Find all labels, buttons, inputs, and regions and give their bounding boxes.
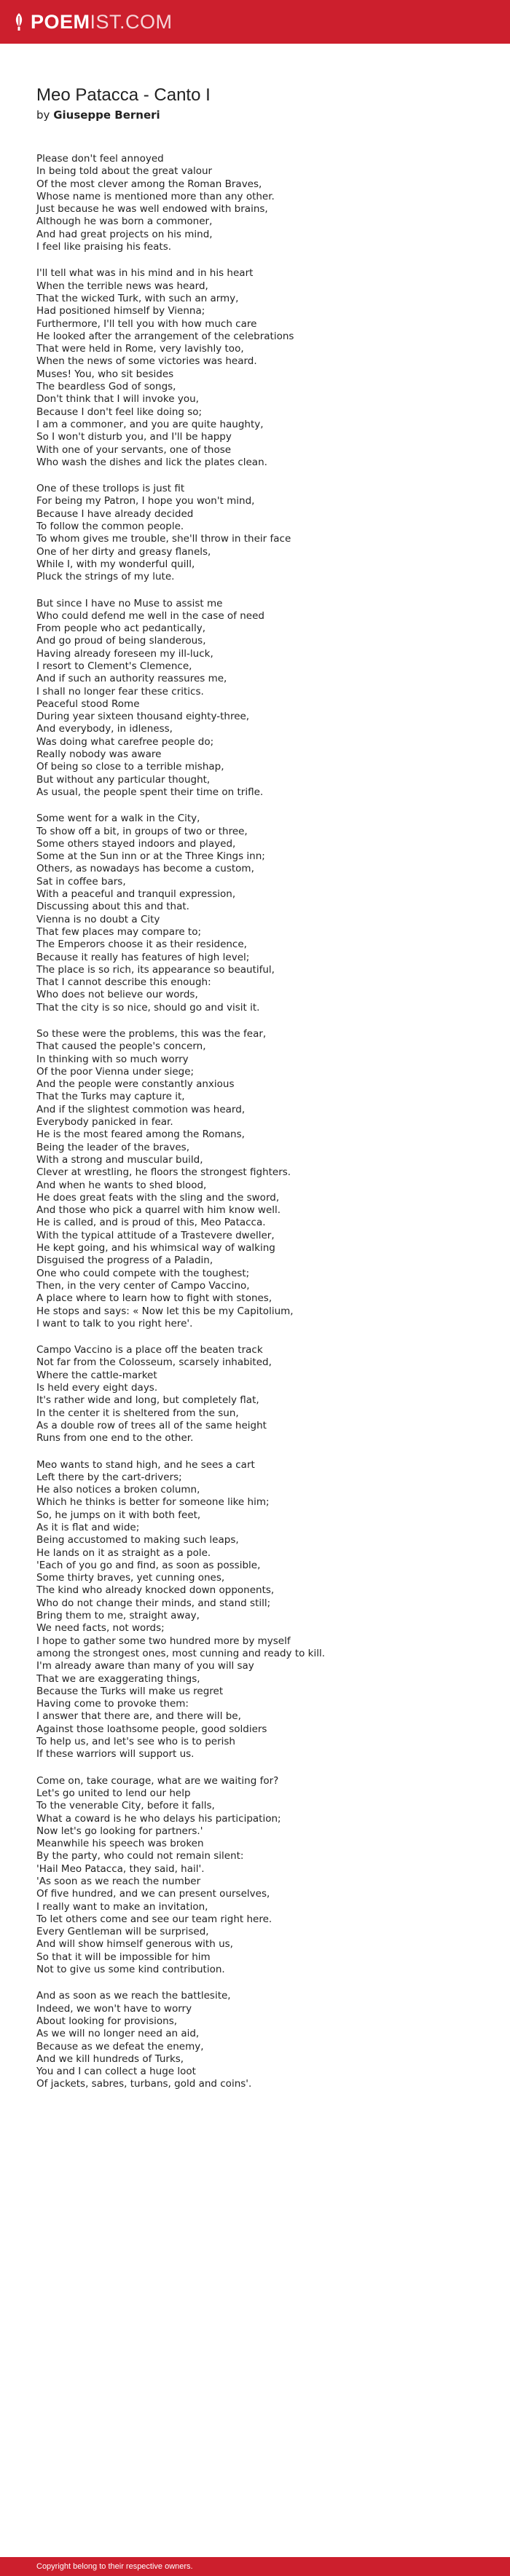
poem-line: From people who act pedantically, xyxy=(36,623,206,635)
poem-line: Some thirty braves, yet cunning ones, xyxy=(36,1572,225,1584)
poem-line: And the people were constantly anxious xyxy=(36,1078,235,1091)
poem-line: The Emperors choose it as their residence, xyxy=(36,939,247,951)
poem-line: One of these trollops is just fit xyxy=(36,483,185,495)
poem-line: He also notices a broken column, xyxy=(36,1484,200,1496)
poem-line: Who do not change their minds, and stand still; xyxy=(36,1597,271,1609)
poem-line: Against those loathsome people, good soldiers xyxy=(36,1723,267,1735)
poem-line: Because as we defeat the enemy, xyxy=(36,2040,204,2052)
poem-line: That few places may compare to; xyxy=(36,925,202,938)
poem-line: When the terrible news was heard, xyxy=(36,280,208,292)
poem-stanza xyxy=(36,153,488,253)
poem-line: To whom gives me trouble, she'll throw in their face xyxy=(36,533,291,545)
poem-line: I'm already aware than many of you will say xyxy=(36,1660,254,1672)
poem-line: You and I can collect a huge loot xyxy=(36,2066,196,2078)
poem-line: As a double row of trees all of the same height xyxy=(36,1419,267,1431)
poem-line: The kind who already knocked down opponents, xyxy=(36,1584,275,1597)
poem-line: Because it really has features of high level; xyxy=(36,951,250,963)
site-footer xyxy=(0,2557,510,2576)
poem-line: He is called, and is proud of this, Meo Patacca. xyxy=(36,1217,266,1229)
poem-line: And we kill hundreds of Turks, xyxy=(36,2052,184,2065)
poem-line: In the center it is sheltered from the sun, xyxy=(36,1407,239,1419)
poem-stanza xyxy=(36,1775,488,1977)
poem-line: We need facts, not words; xyxy=(36,1622,165,1635)
poem-line: Don't think that I will invoke you, xyxy=(36,393,199,406)
poem-line: I'll tell what was in his mind and in his heart xyxy=(36,267,254,280)
poem-line: To the venerable City, before it falls, xyxy=(36,1800,215,1812)
poem-line: With the typical attitude of a Trastevere dweller, xyxy=(36,1229,275,1241)
poem-line: Now let's go looking for partners.' xyxy=(36,1825,203,1837)
poem-content xyxy=(36,84,488,2105)
poem-line: So that it will be impossible for him xyxy=(36,1951,211,1963)
by-label: by xyxy=(36,108,50,122)
poem-stanza xyxy=(36,1344,488,1445)
poem-line: Being the leader of the braves, xyxy=(36,1141,189,1153)
poem-line: So, he jumps on it with both feet, xyxy=(36,1509,201,1521)
poem-line: He lands on it as straight as a pole. xyxy=(36,1546,211,1559)
poem-line: Sat in coffee bars, xyxy=(36,875,126,888)
poem-line: I resort to Clement's Clemence, xyxy=(36,660,192,672)
poem-line: Not far from the Colosseum, scarsely inhabited, xyxy=(36,1356,272,1369)
poem-line: Where the cattle-market xyxy=(36,1369,157,1381)
poem-line: Indeed, we won't have to worry xyxy=(36,2002,192,2015)
poem-line: When the news of some victories was heard. xyxy=(36,355,257,368)
poem-line: Peaceful stood Rome xyxy=(36,698,140,710)
poem-line: To help us, and let's see who is to perish xyxy=(36,1736,235,1748)
poem-line: With a peaceful and tranquil expression, xyxy=(36,888,236,901)
logo-light-text: IST.COM xyxy=(90,10,173,33)
poem-line: That I cannot describe this enough: xyxy=(36,976,211,989)
poem-line: 'Hail Meo Patacca, they said, hail'. xyxy=(36,1862,205,1875)
poem-body xyxy=(36,153,488,2091)
poem-line: Disguised the progress of a Paladin, xyxy=(36,1255,213,1267)
poem-line: About looking for provisions, xyxy=(36,2015,178,2027)
poem-line: Who could defend me well in the case of need xyxy=(36,609,264,622)
poem-line: With one of your servants, one of those xyxy=(36,443,232,456)
poem-line: In being told about the great valour xyxy=(36,165,213,178)
poem-line: For being my Patron, I hope you won't mind, xyxy=(36,495,255,507)
poem-line: Was doing what carefree people do; xyxy=(36,735,214,748)
poem-line: Pluck the strings of my lute. xyxy=(36,571,175,583)
poem-byline xyxy=(36,108,488,122)
poem-line: And had great projects on his mind, xyxy=(36,228,213,240)
poem-title: Meo Patacca - Canto I xyxy=(36,85,211,105)
poem-line: Of jackets, sabres, turbans, gold and coins'. xyxy=(36,2078,252,2090)
poem-line: among the strongest ones, most cunning and ready to kill. xyxy=(36,1647,326,1659)
poem-line: Is held every eight days. xyxy=(36,1382,158,1394)
poem-line: While I, with my wonderful quill, xyxy=(36,558,195,570)
poem-line: By the party, who could not remain silent: xyxy=(36,1850,244,1862)
poem-line: But without any particular thought, xyxy=(36,773,211,786)
poem-line: Having already foreseen my ill-luck, xyxy=(36,647,213,660)
poem-line: And everybody, in idleness, xyxy=(36,723,173,735)
site-logo[interactable] xyxy=(31,11,173,33)
poem-line: That were held in Rome, very lavishly too, xyxy=(36,343,244,355)
poem-line: Of the most clever among the Roman Braves, xyxy=(36,178,262,190)
poem-line: As usual, the people spent their time on trifle. xyxy=(36,786,264,798)
poem-line: And go proud of being slanderous, xyxy=(36,635,206,647)
poem-line: Because the Turks will make us regret xyxy=(36,1685,224,1697)
poem-line: Vienna is no doubt a City xyxy=(36,913,160,925)
poem-line: He looked after the arrangement of the celebrations xyxy=(36,330,294,342)
poem-line: That the city is so nice, should go and visit it. xyxy=(36,1001,260,1014)
poem-line: As we will no longer need an aid, xyxy=(36,2028,200,2040)
poem-stanza xyxy=(36,483,488,583)
poem-line: As it is flat and wide; xyxy=(36,1521,140,1533)
site-header xyxy=(0,0,510,44)
poem-line: To follow the common people. xyxy=(36,521,184,533)
poem-line: That we are exaggerating things, xyxy=(36,1672,200,1685)
poem-line: Of five hundred, and we can present ourselves, xyxy=(36,1888,270,1900)
poem-line: Who wash the dishes and lick the plates clean. xyxy=(36,456,267,468)
poem-line: 'As soon as we reach the number xyxy=(36,1876,201,1887)
poem-line: Because I have already decided xyxy=(36,507,194,520)
poem-line: He kept going, and his whimsical way of walking xyxy=(36,1242,275,1255)
poem-line: Furthermore, I'll tell you with how much care xyxy=(36,317,257,330)
poem-line: Some went for a walk in the City, xyxy=(36,813,200,825)
poem-line: Some others stayed indoors and played, xyxy=(36,837,236,850)
poem-line: Discussing about this and that. xyxy=(36,901,189,913)
poem-line: I want to talk to you right here'. xyxy=(36,1317,193,1330)
poem-line: What a coward is he who delays his participation; xyxy=(36,1812,281,1825)
poem-line: Which he thinks is better for someone like him; xyxy=(36,1496,270,1509)
poem-line: I really want to make an invitation, xyxy=(36,1900,208,1913)
poem-line: Bring them to me, straight away, xyxy=(36,1610,200,1622)
poem-line: Just because he was well endowed with brains, xyxy=(36,203,268,216)
poem-line: And when he wants to shed blood, xyxy=(36,1179,207,1191)
poem-line: He does great feats with the sling and the sword, xyxy=(36,1191,280,1204)
poem-line: Runs from one end to the other. xyxy=(36,1432,194,1445)
poem-line: Muses! You, who sit besides xyxy=(36,368,174,380)
poem-line: Had positioned himself by Vienna; xyxy=(36,305,205,317)
poem-line: I shall no longer fear these critics. xyxy=(36,685,204,698)
poem-line: Having come to provoke them: xyxy=(36,1698,189,1710)
poem-line: Being accustomed to making such leaps, xyxy=(36,1534,239,1546)
poem-line: I feel like praising his feats. xyxy=(36,241,172,253)
poem-line: To show off a bit, in groups of two or three, xyxy=(36,825,248,837)
poem-line: In thinking with so much worry xyxy=(36,1053,189,1065)
poem-line: And will show himself generous with us, xyxy=(36,1938,233,1951)
quill-logo-icon[interactable] xyxy=(13,12,25,31)
poem-line: Whose name is mentioned more than any other. xyxy=(36,190,275,202)
poem-line: The place is so rich, its appearance so beautiful, xyxy=(36,963,275,976)
poem-line: So these were the problems, this was the fear, xyxy=(36,1028,267,1040)
poem-line: Left there by the cart-drivers; xyxy=(36,1471,182,1483)
poem-line: Some at the Sun inn or at the Three Kings inn; xyxy=(36,850,265,863)
poem-line: I hope to gather some two hundred more by myself xyxy=(36,1635,291,1647)
poem-line: Who does not believe our words, xyxy=(36,989,198,1001)
poem-line: He is the most feared among the Romans, xyxy=(36,1129,245,1141)
poem-line: Because I don't feel like doing so; xyxy=(36,406,203,418)
poem-line: One of her dirty and greasy flanels, xyxy=(36,545,211,558)
poem-line: Please don't feel annoyed xyxy=(36,153,164,165)
poem-line: Of being so close to a terrible mishap, xyxy=(36,761,224,773)
poem-line: Although he was born a commoner, xyxy=(36,216,213,228)
poem-line: One who could compete with the toughest; xyxy=(36,1267,250,1279)
poem-stanza xyxy=(36,267,488,469)
poem-line: Of the poor Vienna under siege; xyxy=(36,1065,195,1078)
poem-line: Really nobody was aware xyxy=(36,748,162,761)
poem-line: And as soon as we reach the battlesite, xyxy=(36,1990,231,2002)
poem-line: I am a commoner, and you are quite haughty, xyxy=(36,418,264,430)
author-link[interactable]: Giuseppe Berneri xyxy=(53,108,160,122)
poem-line: But since I have no Muse to assist me xyxy=(36,597,223,609)
poem-line: That caused the people's concern, xyxy=(36,1040,206,1053)
poem-stanza xyxy=(36,813,488,1014)
poem-line: That the Turks may capture it, xyxy=(36,1091,185,1103)
poem-line: Others, as nowadays has become a custom, xyxy=(36,863,254,875)
poem-line: Everybody panicked in fear. xyxy=(36,1116,173,1129)
poem-line: So I won't disturb you, and I'll be happy xyxy=(36,431,232,443)
poem-line: Campo Vaccino is a place off the beaten track xyxy=(36,1344,263,1356)
poem-line: And if such an authority reassures me, xyxy=(36,673,227,685)
poem-line: Meanwhile his speech was broken xyxy=(36,1838,204,1850)
poem-line: The beardless God of songs, xyxy=(36,381,176,393)
poem-line: A place where to learn how to fight with stones, xyxy=(36,1292,272,1305)
poem-stanza xyxy=(36,1990,488,2090)
poem-line: And those who pick a quarrel with him know well. xyxy=(36,1204,281,1217)
poem-stanza xyxy=(36,1028,488,1330)
copyright-text: Copyright belong to their respective owners. xyxy=(36,2562,193,2571)
poem-line: Meo wants to stand high, and he sees a cart xyxy=(36,1458,255,1471)
poem-line: That the wicked Turk, with such an army, xyxy=(36,292,239,304)
poem-line: To let others come and see our team right here. xyxy=(36,1913,272,1925)
poem-line: And if the slightest commotion was heard, xyxy=(36,1103,246,1115)
poem-line: During year sixteen thousand eighty-three, xyxy=(36,711,250,723)
poem-line: 'Each of you go and find, as soon as possible, xyxy=(36,1559,261,1571)
poem-stanza xyxy=(36,598,488,799)
poem-line: Let's go united to lend our help xyxy=(36,1787,191,1799)
poem-line: Then, in the very center of Campo Vaccino, xyxy=(36,1279,250,1292)
poem-line: With a strong and muscular build, xyxy=(36,1153,203,1166)
poem-stanza xyxy=(36,1459,488,1761)
poem-line: Clever at wrestling, he floors the strongest fighters. xyxy=(36,1166,291,1179)
poem-line: If these warriors will support us. xyxy=(36,1748,195,1761)
poem-line: Come on, take courage, what are we waiting for? xyxy=(36,1774,279,1787)
poem-line: It's rather wide and long, but completely flat, xyxy=(36,1394,259,1407)
logo-bold-text: POEM xyxy=(31,10,90,33)
poem-line: I answer that there are, and there will be, xyxy=(36,1710,241,1723)
poem-line: Every Gentleman will be surprised, xyxy=(36,1926,209,1938)
poem-line: Not to give us some kind contribution. xyxy=(36,1964,225,1976)
poem-line: He stops and says: « Now let this be my Capitolium, xyxy=(36,1305,294,1317)
